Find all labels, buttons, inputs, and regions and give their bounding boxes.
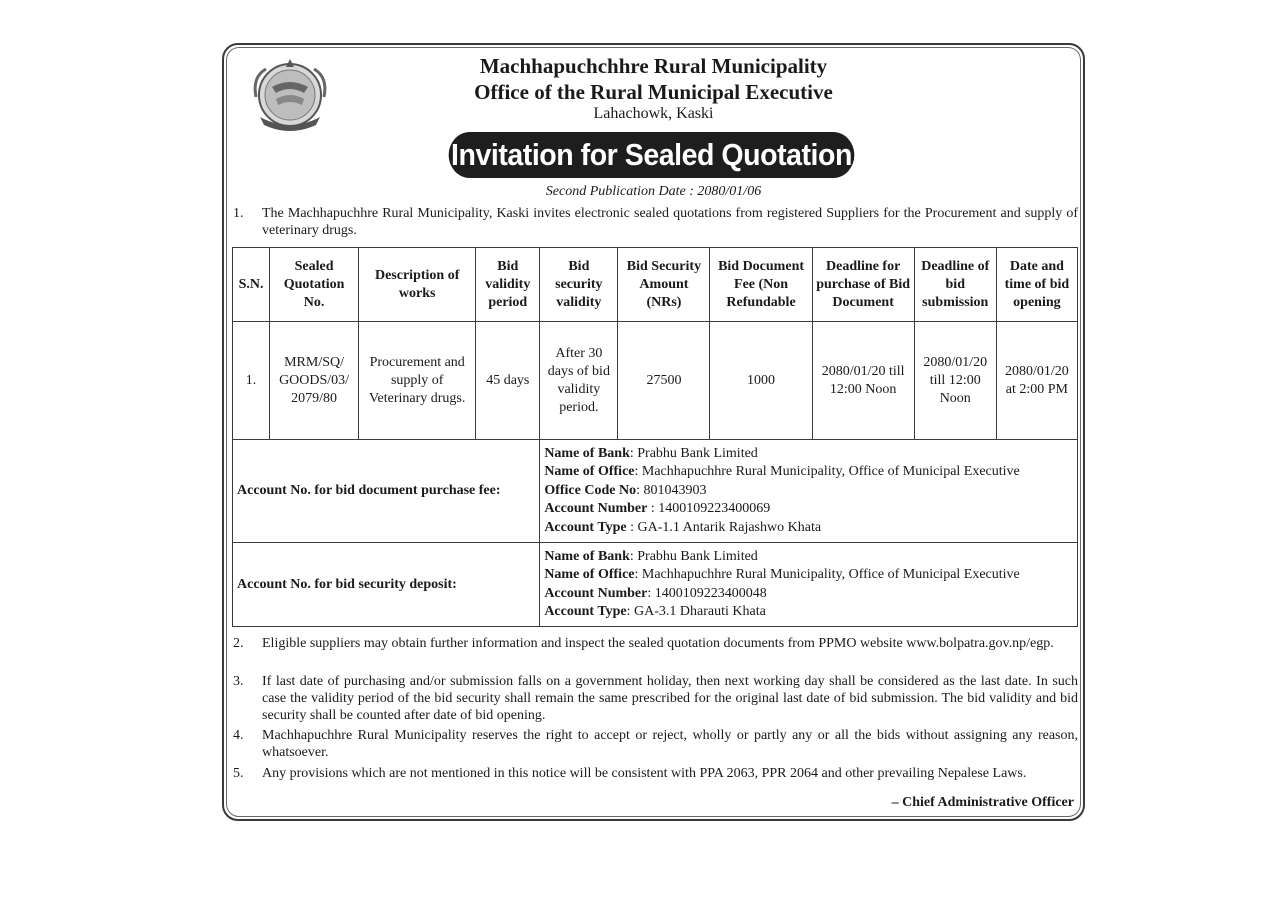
clause-2 xyxy=(233,635,1078,652)
clause-5 xyxy=(233,765,1078,782)
purchase-fee-account-row xyxy=(233,440,1078,543)
clause-number: 2. xyxy=(233,636,244,651)
office-line: Name of Office: Machhapuchhre Rural Municipality, Office of Municipal Executive xyxy=(544,464,1020,480)
table-cell: 2080/01/20 till 12:00 Noon xyxy=(914,322,996,440)
office-code-line: Office Code No: 801043903 xyxy=(544,482,707,498)
clause-number: 3. xyxy=(233,674,244,689)
col-header: Bid Document Fee (Non Refundable xyxy=(710,248,812,322)
col-header: Bid security validity xyxy=(540,248,618,322)
bank-line: Name of Bank: Prabhu Bank Limited xyxy=(544,548,758,564)
notice-title-banner: Invitation for Sealed Quotation xyxy=(449,132,855,178)
clause-text: The Machhapuchhre Rural Municipality, Kaski invites electronic sealed quotations from registered Suppliers for the Procurement and supply of veterinary drugs. xyxy=(262,206,1078,238)
account-type-line: Account Type: GA-3.1 Dharauti Khata xyxy=(544,604,766,619)
table-cell: 27500 xyxy=(618,322,710,440)
purchase-fee-details xyxy=(540,440,1078,543)
clause-1 xyxy=(233,205,1078,239)
table-cell: 45 days xyxy=(476,322,540,440)
clause-4 xyxy=(233,727,1078,761)
clause-number: 4. xyxy=(233,728,244,743)
office-address: Lahachowk, Kaski xyxy=(593,105,714,122)
clause-text: If last date of purchasing and/or submission falls on a government holiday, then next working day shall be considered as the last date. In such case the validity period of the bid security shall remain the same prescribed for the original last date of bid submission. The bid validity and bid security shall be counted after date of bid opening. xyxy=(262,674,1078,723)
table-cell: Procurement and supply of Veterinary drugs. xyxy=(359,322,476,440)
table-cell: 1000 xyxy=(710,322,812,440)
clause-number: 5. xyxy=(233,766,244,781)
col-header: Bid validity period xyxy=(476,248,540,322)
col-header: Deadline for purchase of Bid Document xyxy=(812,248,914,322)
purchase-fee-label: Account No. for bid document purchase fee: xyxy=(233,440,540,543)
account-type-line: Account Type : GA-1.1 Antarik Rajashwo Khata xyxy=(544,519,822,535)
col-header: Bid Security Amount (NRs) xyxy=(618,248,710,322)
clause-3 xyxy=(233,673,1078,724)
publication-date: Second Publication Date : 2080/01/06 xyxy=(545,184,762,199)
table-cell: After 30 days of bid validity period. xyxy=(540,322,618,440)
table-cell: 2080/01/20 at 2:00 PM xyxy=(996,322,1077,440)
col-header: Sealed Quotation No. xyxy=(270,248,359,322)
signature-line: – Chief Administrative Officer xyxy=(891,795,1074,810)
clause-text: Machhapuchhre Rural Municipality reserves the right to accept or reject, wholly or partly any or all the bids without assigning any reason, whatsoever. xyxy=(262,728,1078,760)
table-cell: 2080/01/20 till 12:00 Noon xyxy=(812,322,914,440)
account-number-line: Account Number : 1400109223400069 xyxy=(544,501,771,517)
clause-text: Any provisions which are not mentioned in this notice will be consistent with PPA 2063, PPR 2064 and other prevailing Nepalese Laws. xyxy=(262,766,1027,781)
security-deposit-details xyxy=(540,543,1078,627)
office-line: Name of Office: Machhapuchhre Rural Municipality, Office of Municipal Executive xyxy=(544,567,1020,582)
municipality-name: Machhapuchchhre Rural Municipality xyxy=(479,54,828,78)
col-header: Description of works xyxy=(359,248,476,322)
table-header-row xyxy=(233,248,1078,322)
bank-line: Name of Bank: Prabhu Bank Limited xyxy=(544,445,758,461)
table-cell: 1. xyxy=(233,322,270,440)
office-name: Office of the Rural Municipal Executive xyxy=(474,80,833,104)
table-row xyxy=(233,322,1078,440)
col-header: Deadline of bid submission xyxy=(914,248,996,322)
quotation-table xyxy=(232,247,1078,627)
table-cell: MRM/SQ/ GOODS/03/ 2079/80 xyxy=(270,322,359,440)
clause-number: 1. xyxy=(233,206,244,221)
clause-text: Eligible suppliers may obtain further information and inspect the sealed quotation documents from PPMO website www.bolpatra.gov.np/egp. xyxy=(262,636,1054,651)
security-deposit-account-row xyxy=(233,543,1078,627)
col-header: Date and time of bid opening xyxy=(996,248,1077,322)
col-header: S.N. xyxy=(233,248,270,322)
security-deposit-label: Account No. for bid security deposit: xyxy=(233,543,540,627)
account-number-line: Account Number: 1400109223400048 xyxy=(544,585,767,601)
